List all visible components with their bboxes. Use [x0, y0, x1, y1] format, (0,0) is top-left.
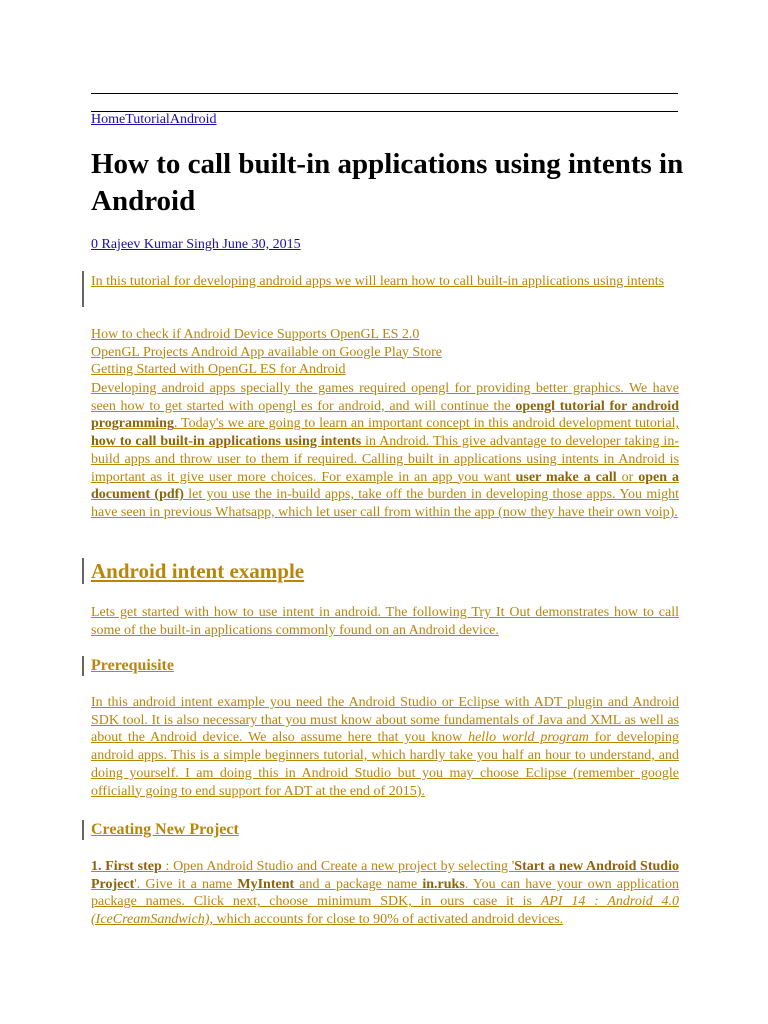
para-text: : Open Android Studio and Create a new project by selecting ' [161, 859, 515, 874]
heading-android-intent-example: Android intent example [91, 559, 305, 583]
top-divider [91, 93, 678, 94]
para-bold: in.ruks [422, 876, 465, 892]
intro-paragraph [91, 380, 679, 522]
page-title: How to call built-in applications using intents in Android [91, 148, 684, 217]
heading-creating-new-project: Creating New Project [91, 821, 239, 838]
para-text: '. Give it a name [134, 876, 238, 892]
breadcrumb-android[interactable]: Android [169, 112, 217, 127]
para-bold: 1. First step [91, 859, 162, 874]
prerequisite-paragraph [91, 694, 679, 800]
para-bold: open a document (pdf) [91, 469, 679, 503]
intent-paragraph: Lets get started with how to use intent in android. The following Try It Out demonstrates how to call some of the built-in applications commonly found on an Android device. [91, 605, 679, 638]
intro-text[interactable]: In this tutorial for developing android apps we will learn how to call built-in applications using intents [91, 274, 665, 289]
para-text: . Today's we are going to learn an important concept in this android development tutorial, [173, 416, 679, 432]
quote-bar [82, 271, 84, 307]
para-text: which accounts for close to 90% of activated android devices. [212, 912, 564, 928]
para-text: or [616, 469, 639, 485]
para-text: for developing android apps. This is a simple beginners tutorial, which hardly take you half an hour to understand, and doing yourself. I am doing this in Android Studio but you may choose Eclipse (remember google officially going to end support for ADT at the end of 2015). [91, 730, 680, 799]
article-meta[interactable]: 0 Rajeev Kumar Singh June 30, 2015 [91, 237, 301, 252]
heading-bar [82, 656, 84, 676]
related-links [91, 326, 679, 379]
para-bold[interactable]: opengl tutorial for android programming [91, 398, 679, 432]
heading-bar [82, 558, 84, 584]
para-italic: hello world program [468, 730, 589, 746]
related-link-opengl-projects[interactable]: OpenGL Projects Android App available on Google Play Store [91, 344, 442, 360]
breadcrumb-tutorial[interactable]: Tutorial [125, 112, 170, 127]
para-bold: Start a new Android Studio Project [91, 859, 679, 892]
para-bold: user make a call [515, 469, 617, 485]
breadcrumb-home[interactable]: Home [91, 112, 126, 127]
related-link-opengl-check[interactable]: How to check if Android Device Supports OpenGL ES 2.0 [91, 327, 420, 342]
para-text: Developing android apps specially the games required opengl for providing better graphics. We have seen how to get started with opengl es for android, and will continue the [91, 381, 679, 414]
para-bold: MyIntent [237, 876, 295, 892]
related-link-getting-started[interactable]: Getting Started with OpenGL ES for Android [91, 362, 346, 378]
heading-prerequisite: Prerequisite [91, 657, 174, 674]
para-text: and a package name [294, 876, 423, 892]
heading-bar [82, 820, 84, 840]
first-step-paragraph [91, 858, 679, 929]
breadcrumb [91, 112, 217, 128]
para-italic: API 14 : Android 4.0 (IceCreamSandwich), [91, 894, 680, 928]
para-text: let you use the in-build apps, take off the burden in developing those apps. You might have seen in previous Whatsapp, which let user call from within the app (now they have their own voip). [91, 487, 679, 520]
para-text: in Android. This give advantage to developer taking in-build apps and throw user to them if required. Calling built in applications using intents in Android is important as it give user more choices. For example in an app you want [91, 434, 679, 485]
para-bold: how to call built-in applications using intents [91, 434, 362, 450]
para-text: . You can have your own application package names. Click next, choose minimum SDK, in ours case it is [91, 876, 679, 910]
para-text: In this android intent example you need the Android Studio or Eclipse with ADT plugin and Android SDK tool. It is also necessary that you must know about some fundamentals of Java and XML as well as about the Android device. We also assume here that you know [91, 695, 679, 746]
